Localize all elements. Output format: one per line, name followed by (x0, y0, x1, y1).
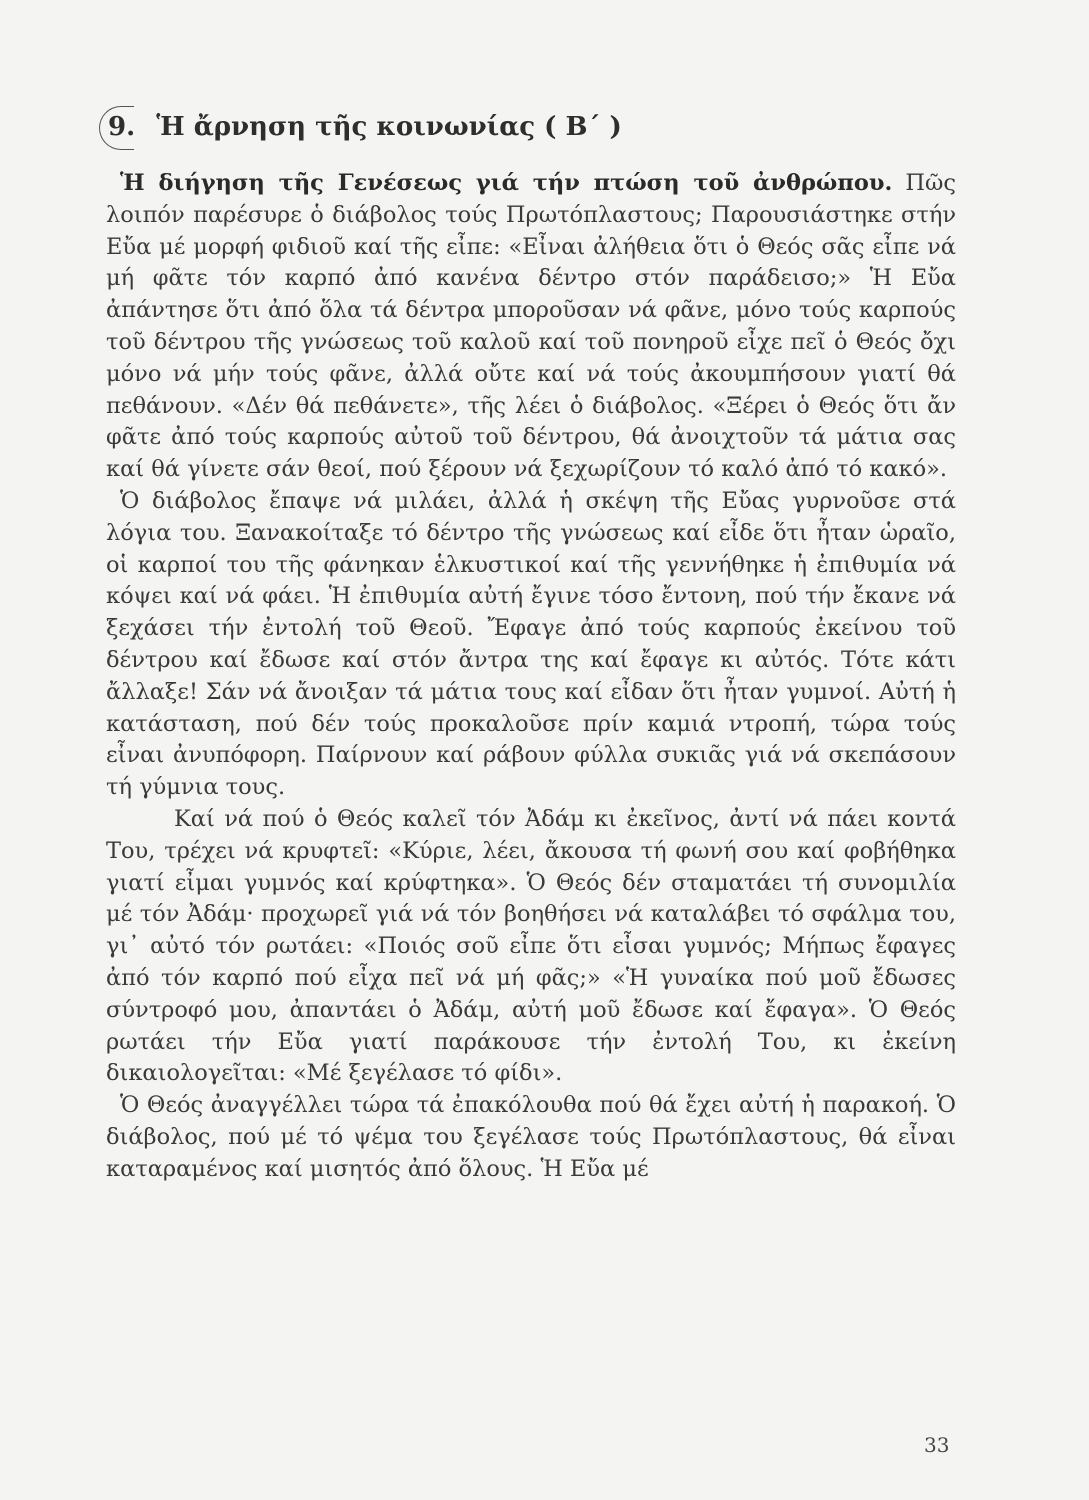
paragraph-1-text: Πῶς λοιπόν παρέσυρε ὁ διάβολος τούς Πρωτόπλαστους; Παρουσιάστηκε στήν Εὔα μέ μορφή φιδιοῦ καί τῆς εἶπε: «Εἶναι ἀλήθεια ὅτι ὁ Θεός σᾶς εἶπε νά μή φᾶτε τόν καρπό ἀπό κανένα δέντρο στόν παράδεισο;» Ἡ Εὔα ἀπάντησε ὅτι ἀπό ὅλα τά δέντρα μποροῦσαν νά φᾶνε, μόνο τούς καρπούς τοῦ δέντρου τῆς γνώσεως τοῦ καλοῦ καί τοῦ πονηροῦ εἶχε πεῖ ὁ Θεός ὄχι μόνο νά μήν τούς φᾶνε, ἀλλά οὔτε καί νά τούς ἀκουμπήσουν γιατί θά πεθάνουν. «Δέν θά πεθάνετε», τῆς λέει ὁ διάβολος. «Ξέρει ὁ Θεός ὅτι ἄν φᾶτε ἀπό τούς καρπούς αὐτοῦ τοῦ δέντρου, θά ἀνοιχτοῦν τά μάτια σας καί θά γίνετε σάν θεοί, πού ξέρουν νά ξεχωρίζουν τό καλό ἀπό τό κακό». (106, 170, 956, 483)
paragraph-3: Καί νά πού ὁ Θεός καλεῖ τόν Ἀδάμ κι ἐκεῖνος, ἀντί νά πάει κοντά Του, τρέχει νά κρυφτεῖ: «Κύριε, λέει, ἄκουσα τή φωνή σου καί φοβήθηκα γιατί εἶμαι γυμνός καί κρύφτηκα». Ὁ Θεός δέν σταματάει τή συνομιλία μέ τόν Ἀδάμ· προχωρεῖ γιά νά τόν βοηθήσει νά καταλάβει τό σφάλμα του, γι᾿ αὐτό τόν ρωτάει: «Ποιός σοῦ εἶπε ὅτι εἶσαι γυμνός; Μήπως ἔφαγες ἀπό τόν καρπό πού εἶχα πεῖ νά μή φᾶς;» «Ἡ γυναίκα πού μοῦ ἔδωσες σύντροφό μου, ἀπαντάει ὁ Ἀδάμ, αὐτή μοῦ ἔδωσε καί ἔφαγα». Ὁ Θεός ρωτάει τήν Εὔα γιατί παράκουσε τήν ἐντολή Του, κι ἐκείνη δικαιολογεῖται: «Μέ ξεγέλασε τό φίδι». (106, 805, 956, 1087)
paragraph-4: Ὁ Θεός ἀναγγέλλει τώρα τά ἐπακόλουθα πού θά ἔχει αὐτή ἡ παρακοή. Ὁ διάβολος, πού μέ τό ψέμα του ξεγέλασε τούς Πρωτόπλαστους, θά εἶναι καταραμένος καί μισητός ἀπό ὅλους. Ἡ Εὔα μέ (106, 1092, 956, 1182)
paragraph-1-lead: Ἡ διήγηση τῆς Γενέσεως γιά τήν πτώση τοῦ ἀνθρώπου. (120, 170, 893, 196)
paragraph-2: Ὁ διάβολος ἔπαψε νά μιλάει, ἀλλά ἡ σκέψη τῆς Εὔας γυρνοῦσε στά λόγια του. Ξανακοίταξε τό δέντρο τῆς γνώσεως καί εἶδε ὅτι ἦταν ὡραῖο, οἱ καρποί του τῆς φάνηκαν ἑλκυστικοί καί τῆς γεννήθηκε ἡ ἐπιθυμία νά κόψει καί νά φάει. Ἡ ἐπιθυμία αὐτή ἔγινε τόσο ἔντονη, πού τήν ἔκανε νά ξεχάσει τήν ἐντολή τοῦ Θεοῦ. Ἔφαγε ἀπό τούς καρπούς ἐκείνου τοῦ δέντρου καί ἔδωσε καί στόν ἄντρα της καί ἔφαγε κι αὐτός. Τότε κάτι ἄλλαξε! Σάν νά ἄνοιξαν τά μάτια τους καί εἶδαν ὅτι ἦταν γυμνοί. Αὐτή ἡ κατάσταση, πού δέν τούς προκαλοῦσε πρίν καμιά ντροπή, τώρα τούς εἶναι ἀνυπόφορη. Παίρνουν καί ράβουν φύλλα συκιᾶς γιά νά σκεπάσουν τή γύμνια τους. (106, 487, 956, 801)
chapter-heading (108, 112, 968, 158)
chapter-title: Ἡ ἄρνηση τῆς κοινωνίας ( Β΄ ) (156, 112, 622, 142)
paragraph-1 (106, 168, 956, 486)
body-text (106, 168, 956, 1186)
page-number: 33 (924, 1433, 950, 1457)
chapter-number: 9. (108, 112, 136, 142)
